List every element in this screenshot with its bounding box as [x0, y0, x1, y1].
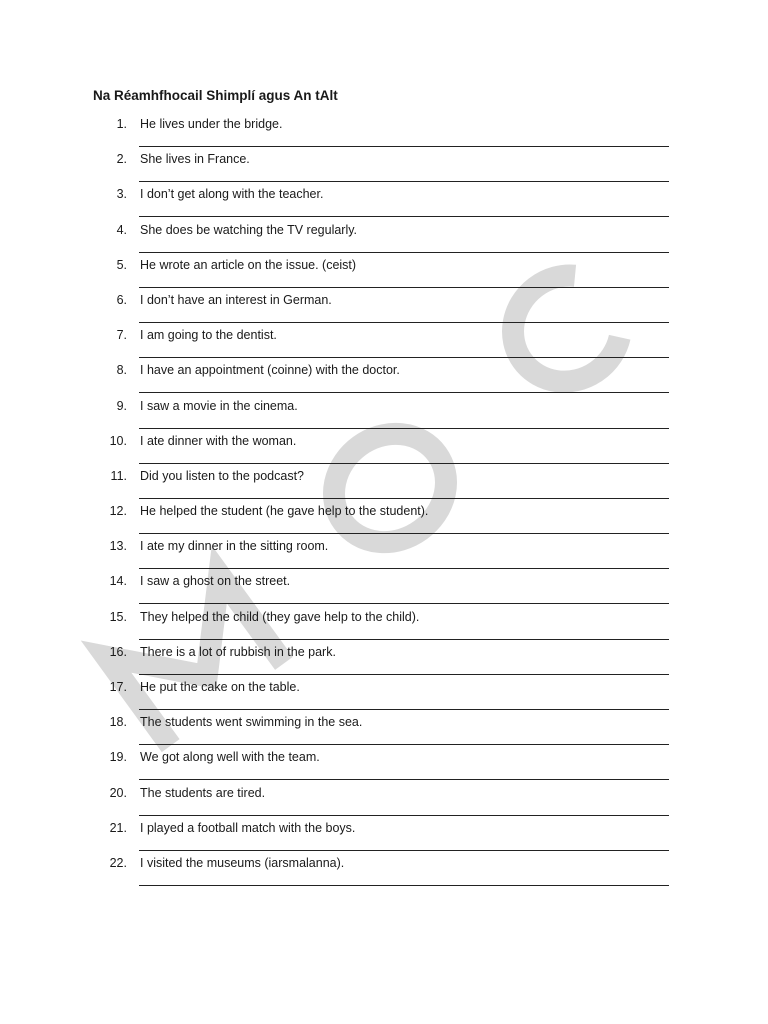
exercise-item: [0, 432, 768, 467]
exercise-number: 6.: [116, 292, 127, 307]
exercise-sentence: We got along well with the team.: [140, 750, 320, 765]
exercise-item: [0, 256, 768, 291]
exercise-item: [0, 221, 768, 256]
exercise-sentence: I saw a movie in the cinema.: [140, 398, 298, 413]
answer-line[interactable]: [139, 322, 669, 323]
exercise-item: [0, 748, 768, 783]
answer-line[interactable]: [139, 850, 669, 851]
exercise-sentence: I am going to the dentist.: [140, 328, 277, 343]
answer-line[interactable]: [139, 885, 669, 886]
exercise-number: 14.: [109, 574, 127, 589]
exercise-item: [0, 608, 768, 643]
exercise-sentence: I saw a ghost on the street.: [140, 574, 291, 589]
exercise-item: [0, 291, 768, 326]
exercise-number: 16.: [109, 644, 127, 659]
exercise-sentence: The students went swimming in the sea.: [140, 715, 363, 730]
exercise-sentence: I ate dinner with the woman.: [140, 433, 297, 448]
exercise-sentence: I have an appointment (coinne) with the doctor.: [140, 363, 400, 378]
exercise-number: 19.: [109, 750, 127, 765]
exercise-sentence: I visited the museums (iarsmalanna).: [140, 855, 345, 870]
exercise-number: 12.: [109, 504, 127, 519]
answer-line[interactable]: [139, 428, 669, 429]
exercise-item: [0, 678, 768, 713]
exercise-item: [0, 502, 768, 537]
exercise-number: 21.: [109, 820, 127, 835]
exercise-sentence: I ate my dinner in the sitting room.: [140, 539, 329, 554]
exercise-item: [0, 185, 768, 220]
answer-line[interactable]: [139, 533, 669, 534]
exercise-sentence: He put the cake on the table.: [140, 680, 300, 694]
answer-line[interactable]: [139, 779, 669, 780]
exercise-number: 11.: [110, 468, 127, 483]
exercise-item: [0, 713, 768, 748]
answer-line[interactable]: [139, 498, 669, 499]
answer-line[interactable]: [139, 463, 669, 464]
answer-line[interactable]: [139, 181, 669, 182]
exercise-item: [0, 537, 768, 572]
exercise-number: 10.: [109, 433, 127, 448]
exercise-item: [0, 854, 768, 889]
exercise-item: [0, 361, 768, 396]
exercise-item: [0, 397, 768, 432]
page-title: Na Réamhfhocail Shimplí agus An tAlt: [93, 88, 338, 103]
exercise-item: [0, 572, 768, 607]
exercise-number: 7.: [116, 328, 127, 343]
exercise-item: [0, 643, 768, 678]
answer-line[interactable]: [139, 392, 669, 393]
exercise-sentence: I played a football match with the boys.: [140, 820, 356, 835]
exercise-list: [0, 115, 768, 889]
exercise-sentence: They helped the child (they gave help to the child).: [140, 609, 420, 624]
answer-line[interactable]: [139, 815, 669, 816]
exercise-number: 1.: [116, 117, 127, 131]
exercise-number: 13.: [109, 539, 127, 554]
exercise-number: 8.: [116, 363, 127, 378]
exercise-sentence: She lives in France.: [140, 152, 250, 167]
answer-line[interactable]: [139, 639, 669, 640]
exercise-item: [0, 115, 768, 150]
answer-line[interactable]: [139, 146, 669, 147]
exercise-sentence: He wrote an article on the issue. (ceist): [140, 257, 357, 272]
exercise-number: 5.: [116, 257, 127, 272]
exercise-number: 20.: [109, 785, 127, 800]
exercise-number: 3.: [116, 187, 127, 202]
answer-line[interactable]: [139, 216, 669, 217]
answer-line[interactable]: [139, 674, 669, 675]
exercise-item: [0, 784, 768, 819]
answer-line[interactable]: [139, 287, 669, 288]
exercise-number: 18.: [109, 715, 127, 730]
exercise-number: 9.: [116, 398, 127, 413]
answer-line[interactable]: [139, 252, 669, 253]
answer-line[interactable]: [139, 568, 669, 569]
exercise-item: [0, 150, 768, 185]
answer-line[interactable]: [139, 357, 669, 358]
exercise-sentence: Did you listen to the podcast?: [140, 468, 304, 483]
exercise-number: 15.: [109, 609, 127, 624]
answer-line[interactable]: [139, 709, 669, 710]
exercise-number: 22.: [109, 855, 127, 870]
exercise-number: 2.: [116, 152, 127, 167]
exercise-sentence: There is a lot of rubbish in the park.: [140, 644, 336, 659]
exercise-item: [0, 467, 768, 502]
exercise-sentence: She does be watching the TV regularly.: [140, 222, 358, 237]
answer-line[interactable]: [139, 744, 669, 745]
exercise-number: 17.: [109, 680, 127, 694]
exercise-sentence: I don’t have an interest in German.: [140, 292, 332, 307]
exercise-sentence: He helped the student (he gave help to the student).: [140, 504, 429, 519]
exercise-item: [0, 819, 768, 854]
exercise-sentence: The students are tired.: [140, 785, 266, 800]
exercise-sentence: He lives under the bridge.: [140, 117, 283, 131]
answer-line[interactable]: [139, 603, 669, 604]
exercise-number: 4.: [116, 222, 127, 237]
exercise-item: [0, 326, 768, 361]
exercise-sentence: I don’t get along with the teacher.: [140, 187, 324, 202]
